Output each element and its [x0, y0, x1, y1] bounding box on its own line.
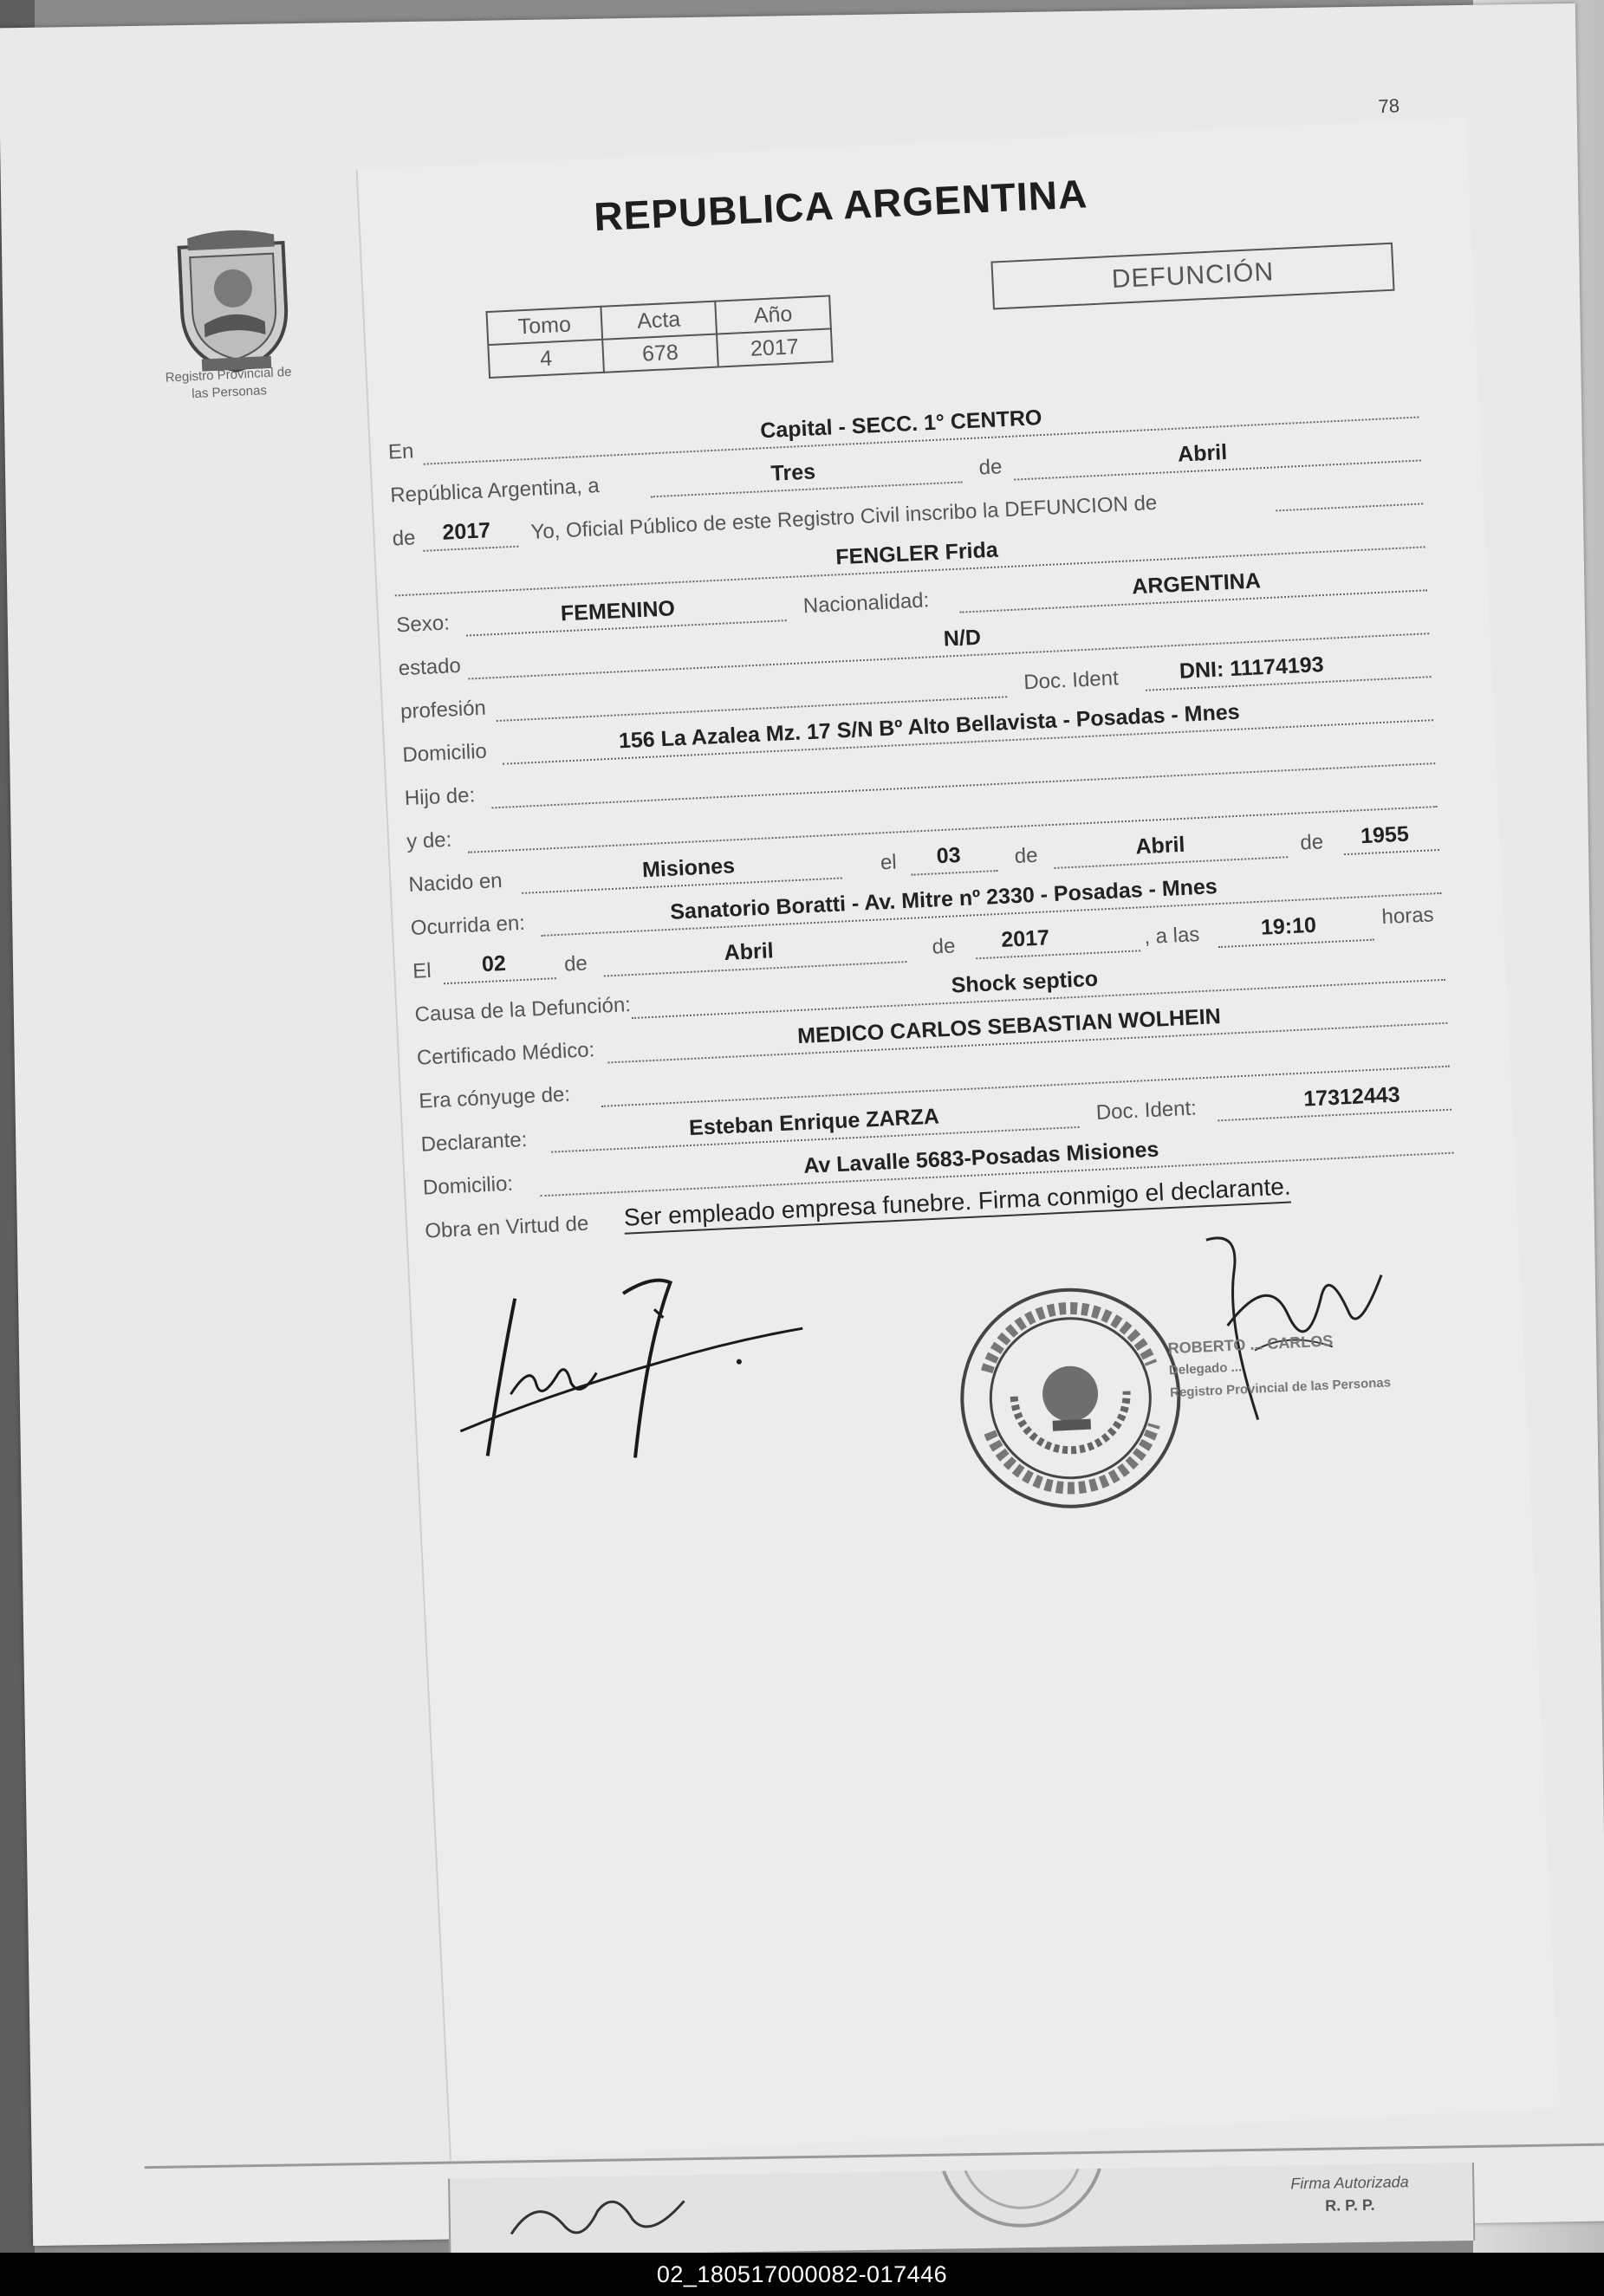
- registry-name-line2: las Personas: [191, 383, 268, 402]
- hours-label: horas: [1380, 903, 1435, 930]
- declarant-value: Esteban Enrique ZARZA: [688, 1104, 940, 1141]
- registry-name-line1: Registro Provincial de: [165, 364, 292, 386]
- place-value: Capital - SECC. 1° CENTRO: [759, 405, 1042, 444]
- declarant-id-value: 17312443: [1302, 1082, 1401, 1112]
- and-of-label: y de:: [406, 827, 452, 854]
- day-value: Tres: [770, 459, 816, 486]
- address-label: Domicilio: [401, 739, 488, 768]
- death-de-label: de: [563, 951, 588, 976]
- nationality-value: ARGENTINA: [1131, 568, 1262, 600]
- authority-label: Obra en Virtud de: [424, 1211, 589, 1243]
- officer-stamp-line3: Registro Provincial de las Personas: [1169, 1375, 1392, 1401]
- death-day: 02: [481, 950, 507, 977]
- acta-value: 678: [602, 334, 718, 373]
- year-value: 2017: [441, 518, 491, 545]
- address-value: 156 La Azalea Mz. 17 S/N Bº Alto Bellavista - Posadas - Mnes: [618, 699, 1241, 754]
- birth-el-label: el: [880, 850, 898, 875]
- medical-certificate-label: Certificado Médico:: [416, 1038, 595, 1070]
- republica-label: República Argentina, a: [389, 474, 601, 508]
- id-doc-label: Doc. Ident: [1023, 666, 1120, 695]
- sex-value: FEMENINO: [560, 596, 676, 626]
- birth-de-label: de: [1014, 843, 1039, 869]
- nationality-label: Nacionalidad:: [802, 588, 930, 619]
- next-sheet-stamp: [1290, 2170, 1409, 2217]
- birth-day: 03: [936, 843, 962, 869]
- profession-label: profesión: [399, 696, 487, 724]
- page-number: 78: [1377, 94, 1400, 118]
- tomo-header: Tomo: [487, 307, 603, 345]
- anio-header: Año: [715, 295, 831, 334]
- scan-id-footer: 02_180517000082-017446: [0, 2253, 1604, 2296]
- birth-year: 1955: [1360, 821, 1410, 849]
- tomo-value: 4: [488, 340, 604, 378]
- officer-stamp-line1: ROBERTO ... CARLOS: [1167, 1332, 1334, 1358]
- deceased-name: FENGLER Frida: [834, 537, 999, 570]
- death-day-line: [444, 977, 556, 984]
- next-sheet-seal: [935, 2169, 1109, 2249]
- birth-de2-label: de: [1299, 830, 1324, 855]
- death-time: 19:10: [1260, 912, 1317, 940]
- declarant-address-label: Domicilio:: [422, 1171, 514, 1200]
- declarant-id-label: Doc. Ident:: [1095, 1096, 1198, 1125]
- cause-value: Shock septico: [951, 966, 1099, 998]
- record-reference-table: [485, 295, 833, 379]
- statement-text: Yo, Oficial Público de este Registro Civil inscribo la DEFUNCION de: [529, 490, 1158, 544]
- death-de2-label: de: [931, 934, 956, 959]
- birth-day-line: [912, 870, 998, 876]
- death-month: Abril: [724, 938, 775, 965]
- de2-label: de: [392, 526, 417, 551]
- next-sheet: [448, 2163, 1475, 2257]
- civil-status-label: estado: [398, 653, 462, 681]
- declarant-label: Declarante:: [420, 1127, 528, 1157]
- anio-value: 2017: [717, 328, 833, 366]
- birthplace-label: Nacido en: [407, 868, 503, 898]
- document-type-box: DEFUNCIÓN: [990, 243, 1394, 310]
- place-label: En: [387, 439, 414, 464]
- next-sheet-stamp-line2: R. P. P.: [1325, 2195, 1375, 2215]
- document-title: REPUBLICA ARGENTINA: [593, 171, 1089, 240]
- spouse-label: Era cónyuge de:: [418, 1082, 571, 1113]
- de-label: de: [977, 455, 1003, 480]
- month-value: Abril: [1177, 440, 1228, 467]
- child-of-label: Hijo de:: [404, 783, 476, 811]
- registry-name: [115, 361, 342, 406]
- medical-certificate-value: MEDICO CARLOS SEBASTIAN WOLHEIN: [796, 1004, 1222, 1049]
- officer-stamp-line2: Delegado ...: [1168, 1359, 1243, 1378]
- certificate-page: [0, 3, 1604, 2246]
- cause-label: Causa de la Defunción:: [414, 993, 632, 1027]
- declarant-signature: [444, 1250, 818, 1492]
- officer-stamp: [1167, 1322, 1482, 1404]
- birth-year-line: [1344, 849, 1439, 855]
- death-el-label: El: [412, 958, 432, 983]
- sex-label: Sexo:: [395, 611, 451, 638]
- death-place-label: Ocurrida en:: [410, 911, 526, 940]
- declarant-address-value: Av Lavalle 5683-Posadas Misiones: [802, 1137, 1159, 1178]
- civil-status-value: N/D: [943, 625, 982, 652]
- acta-header: Acta: [601, 302, 717, 340]
- coat-of-arms-icon: [161, 224, 307, 378]
- next-sheet-stamp-line1: Firma Autorizada: [1290, 2173, 1409, 2193]
- death-year: 2017: [1000, 925, 1050, 952]
- registry-seal: [948, 1276, 1192, 1521]
- death-time-label: , a las: [1143, 923, 1200, 950]
- next-sheet-signature: [502, 2183, 693, 2247]
- birthplace-value: Misiones: [641, 853, 736, 883]
- death-certificate-form: [165, 94, 1560, 2161]
- death-place-value: Sanatorio Boratti - Av. Mitre nº 2330 - Posadas - Mnes: [669, 874, 1218, 924]
- id-doc-value: DNI: 11174193: [1179, 652, 1325, 684]
- year-line: [423, 546, 518, 552]
- birth-month: Abril: [1134, 832, 1185, 859]
- authority-value: Ser empleado empresa funebre. Firma conmigo el declarante.: [623, 1172, 1291, 1234]
